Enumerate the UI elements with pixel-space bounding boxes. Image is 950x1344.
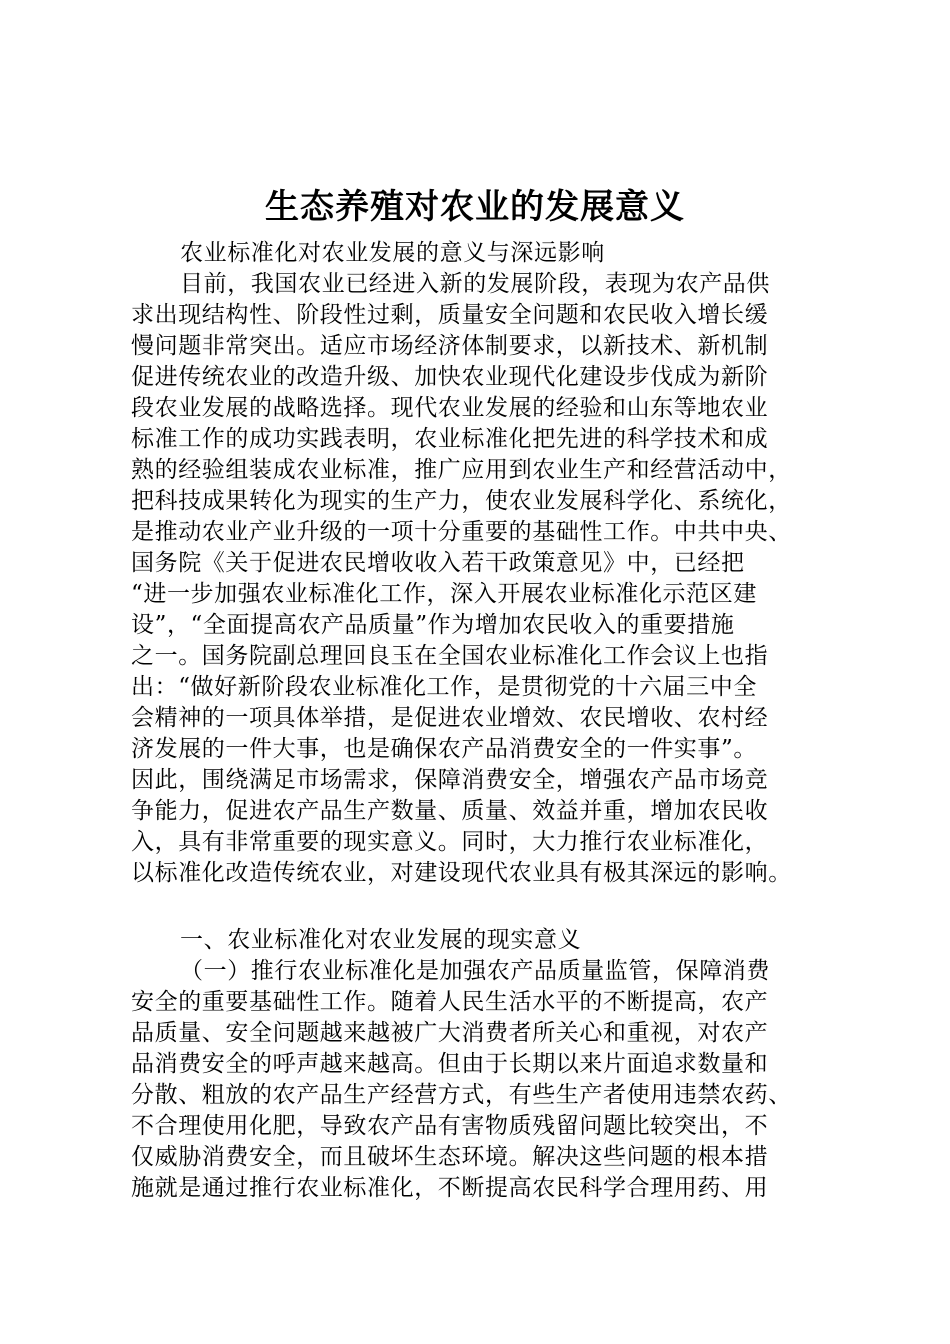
paragraph-line: 目前，我国农业已经进入新的发展阶段，表现为农产品供 (180, 271, 770, 297)
paragraph-line: 熟的经验组装成农业标准，推广应用到农业生产和经营活动中， (131, 457, 792, 483)
paragraph-line: 入，具有非常重要的现实意义。同时，大力推行农业标准化， (131, 829, 769, 855)
paragraph-line: 品消费安全的呼声越来越高。但由于长期以来片面追求数量和 (131, 1051, 769, 1077)
paragraph-line: 段农业发展的战略选择。现代农业发展的经验和山东等地农业 (131, 395, 769, 421)
paragraph-line: 把科技成果转化为现实的生产力，使农业发展科学化、系统化， (131, 488, 792, 514)
paragraph-line: 慢问题非常突出。适应市场经济体制要求，以新技术、新机制 (131, 333, 769, 359)
paragraph-line: 以标准化改造传统农业，对建设现代农业具有极其深远的影响。 (131, 860, 792, 886)
paragraph-line: 是推动农业产业升级的一项十分重要的基础性工作。中共中央、 (131, 519, 792, 545)
paragraph-line: 求出现结构性、阶段性过剩，质量安全问题和农民收入增长缓 (131, 302, 769, 328)
paragraph-line: （一）推行农业标准化是加强农产品质量监管，保障消费 (180, 958, 770, 984)
paragraph-line: 分散、粗放的农产品生产经营方式，有些生产者使用违禁农药、 (131, 1082, 792, 1108)
paragraph-line: 会精神的一项具体举措，是促进农业增效、农民增收、农村经 (131, 705, 769, 731)
paragraph-line: 因此，围绕满足市场需求，保障消费安全，增强农产品市场竞 (131, 767, 769, 793)
paragraph-line: 仅威胁消费安全，而且破坏生态环境。解决这些问题的根本措 (131, 1144, 769, 1170)
document-title: 生态养殖对农业的发展意义 (265, 187, 685, 227)
paragraph-line: 标准工作的成功实践表明，农业标准化把先进的科学技术和成 (131, 426, 769, 452)
section-heading: 一、农业标准化对农业发展的现实意义 (180, 927, 582, 953)
paragraph-line: 济发展的一件大事，也是确保农产品消费安全的一件实事”。 (131, 736, 757, 762)
paragraph-line: 之一。国务院副总理回良玉在全国农业标准化工作会议上也指 (131, 643, 769, 669)
paragraph-line: 施就是通过推行农业标准化，不断提高农民科学合理用药、用 (131, 1175, 769, 1201)
paragraph-line: 出：“做好新阶段农业标准化工作，是贯彻党的十六届三中全 (131, 674, 757, 700)
paragraph-line: 促进传统农业的改造升级、加快农业现代化建设步伐成为新阶 (131, 364, 769, 390)
paragraph-line: 设”，“全面提高农产品质量”作为增加农民收入的重要措施 (131, 612, 735, 638)
paragraph-line: “进一步加强农业标准化工作，深入开展农业标准化示范区建 (131, 581, 757, 607)
paragraph-line: 品质量、安全问题越来越被广大消费者所关心和重视，对农产 (131, 1020, 769, 1046)
paragraph-line: 争能力，促进农产品生产数量、质量、效益并重，增加农民收 (131, 798, 769, 824)
paragraph-line: 安全的重要基础性工作。随着人民生活水平的不断提高，农产 (131, 989, 769, 1015)
paragraph-line: 国务院《关于促进农民增收收入若干政策意见》中，已经把 (131, 550, 745, 576)
document-subtitle: 农业标准化对农业发展的意义与深远影响 (180, 240, 605, 266)
paragraph-line: 不合理使用化肥，导致农产品有害物质残留问题比较突出，不 (131, 1113, 769, 1139)
